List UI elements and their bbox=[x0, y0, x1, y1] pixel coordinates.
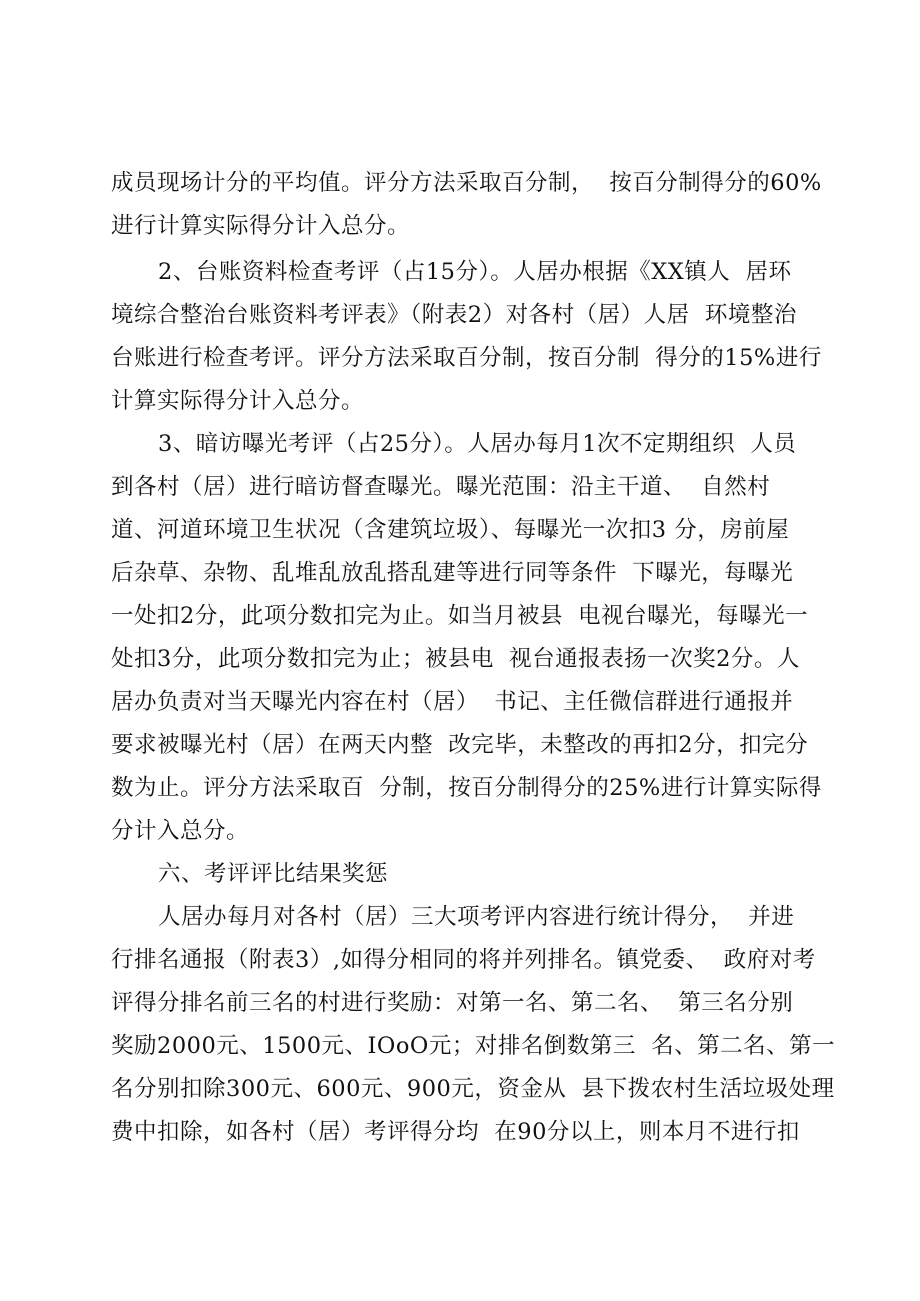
text-line: 一处扣2分，此项分数扣完为止。如当月被县 电视台曝光，每曝光一 bbox=[111, 603, 809, 629]
text-line: 后杂草、杂物、乱堆乱放乱搭乱建等进行同等条件 下曝光，每曝光 bbox=[111, 560, 794, 586]
text-line: 分计入总分。 bbox=[111, 818, 250, 844]
text-line: 居办负责对当天曝光内容在村（居） 书记、主任微信群进行通报并 bbox=[111, 689, 794, 715]
text-line: 要求被曝光村（居）在两天内整 改完毕，未整改的再扣2分，扣完分 bbox=[111, 732, 809, 758]
text-line: 费中扣除，如各村（居）考评得分均 在90分以上，则本月不进行扣 bbox=[111, 1119, 800, 1145]
text-line: 人居办每月对各村（居）三大项考评内容进行统计得分， 并进 bbox=[158, 904, 795, 930]
text-line: 奖励2000元、1500元、IOoO元；对排名倒数第三 名、第二名、第一 bbox=[111, 1033, 836, 1059]
text-line: 行排名通报（附表3）,如得分相同的将并列排名。镇党委、 政府对考 bbox=[111, 947, 816, 973]
section-heading: 六、考评评比结果奖惩 bbox=[158, 861, 389, 887]
text-line: 数为止。评分方法采取百 分制，按百分制得分的25%进行计算实际得 bbox=[111, 775, 822, 801]
text-line: 3、暗访曝光考评（占25分）。人居办每月1次不定期组织 人员 bbox=[158, 431, 797, 457]
text-line: 成员现场计分的平均值。评分方法采取百分制， 按百分制得分的60% bbox=[111, 170, 822, 196]
text-line: 名分别扣除300元、600元、900元，资金从 县下拨农村生活垃圾处理 bbox=[111, 1076, 835, 1102]
text-line: 进行计算实际得分计入总分。 bbox=[111, 213, 411, 239]
text-line: 台账进行检查考评。评分方法采取百分制，按百分制 得分的15%进行 bbox=[111, 345, 822, 371]
text-line: 计算实际得分计入总分。 bbox=[111, 388, 365, 414]
text-line: 境综合整治台账资料考评表》（附表2）对各村（居）人居 环境整治 bbox=[111, 302, 797, 328]
text-line: 2、台账资料检查考评（占15分）。人居办根据《XX镇人 居环 bbox=[158, 259, 792, 285]
text-line: 到各村（居）进行暗访督查曝光。曝光范围：沿主干道、 自然村 bbox=[111, 474, 771, 500]
text-line: 评得分排名前三名的村进行奖励：对第一名、第二名、 第三名分别 bbox=[111, 990, 794, 1016]
text-line: 处扣3分，此项分数扣完为止；被县电 视台通报表扬一次奖2分。人 bbox=[111, 646, 800, 672]
text-line: 道、河道环境卫生状况（含建筑垃圾）、每曝光一次扣3 分，房前屋 bbox=[111, 517, 790, 543]
